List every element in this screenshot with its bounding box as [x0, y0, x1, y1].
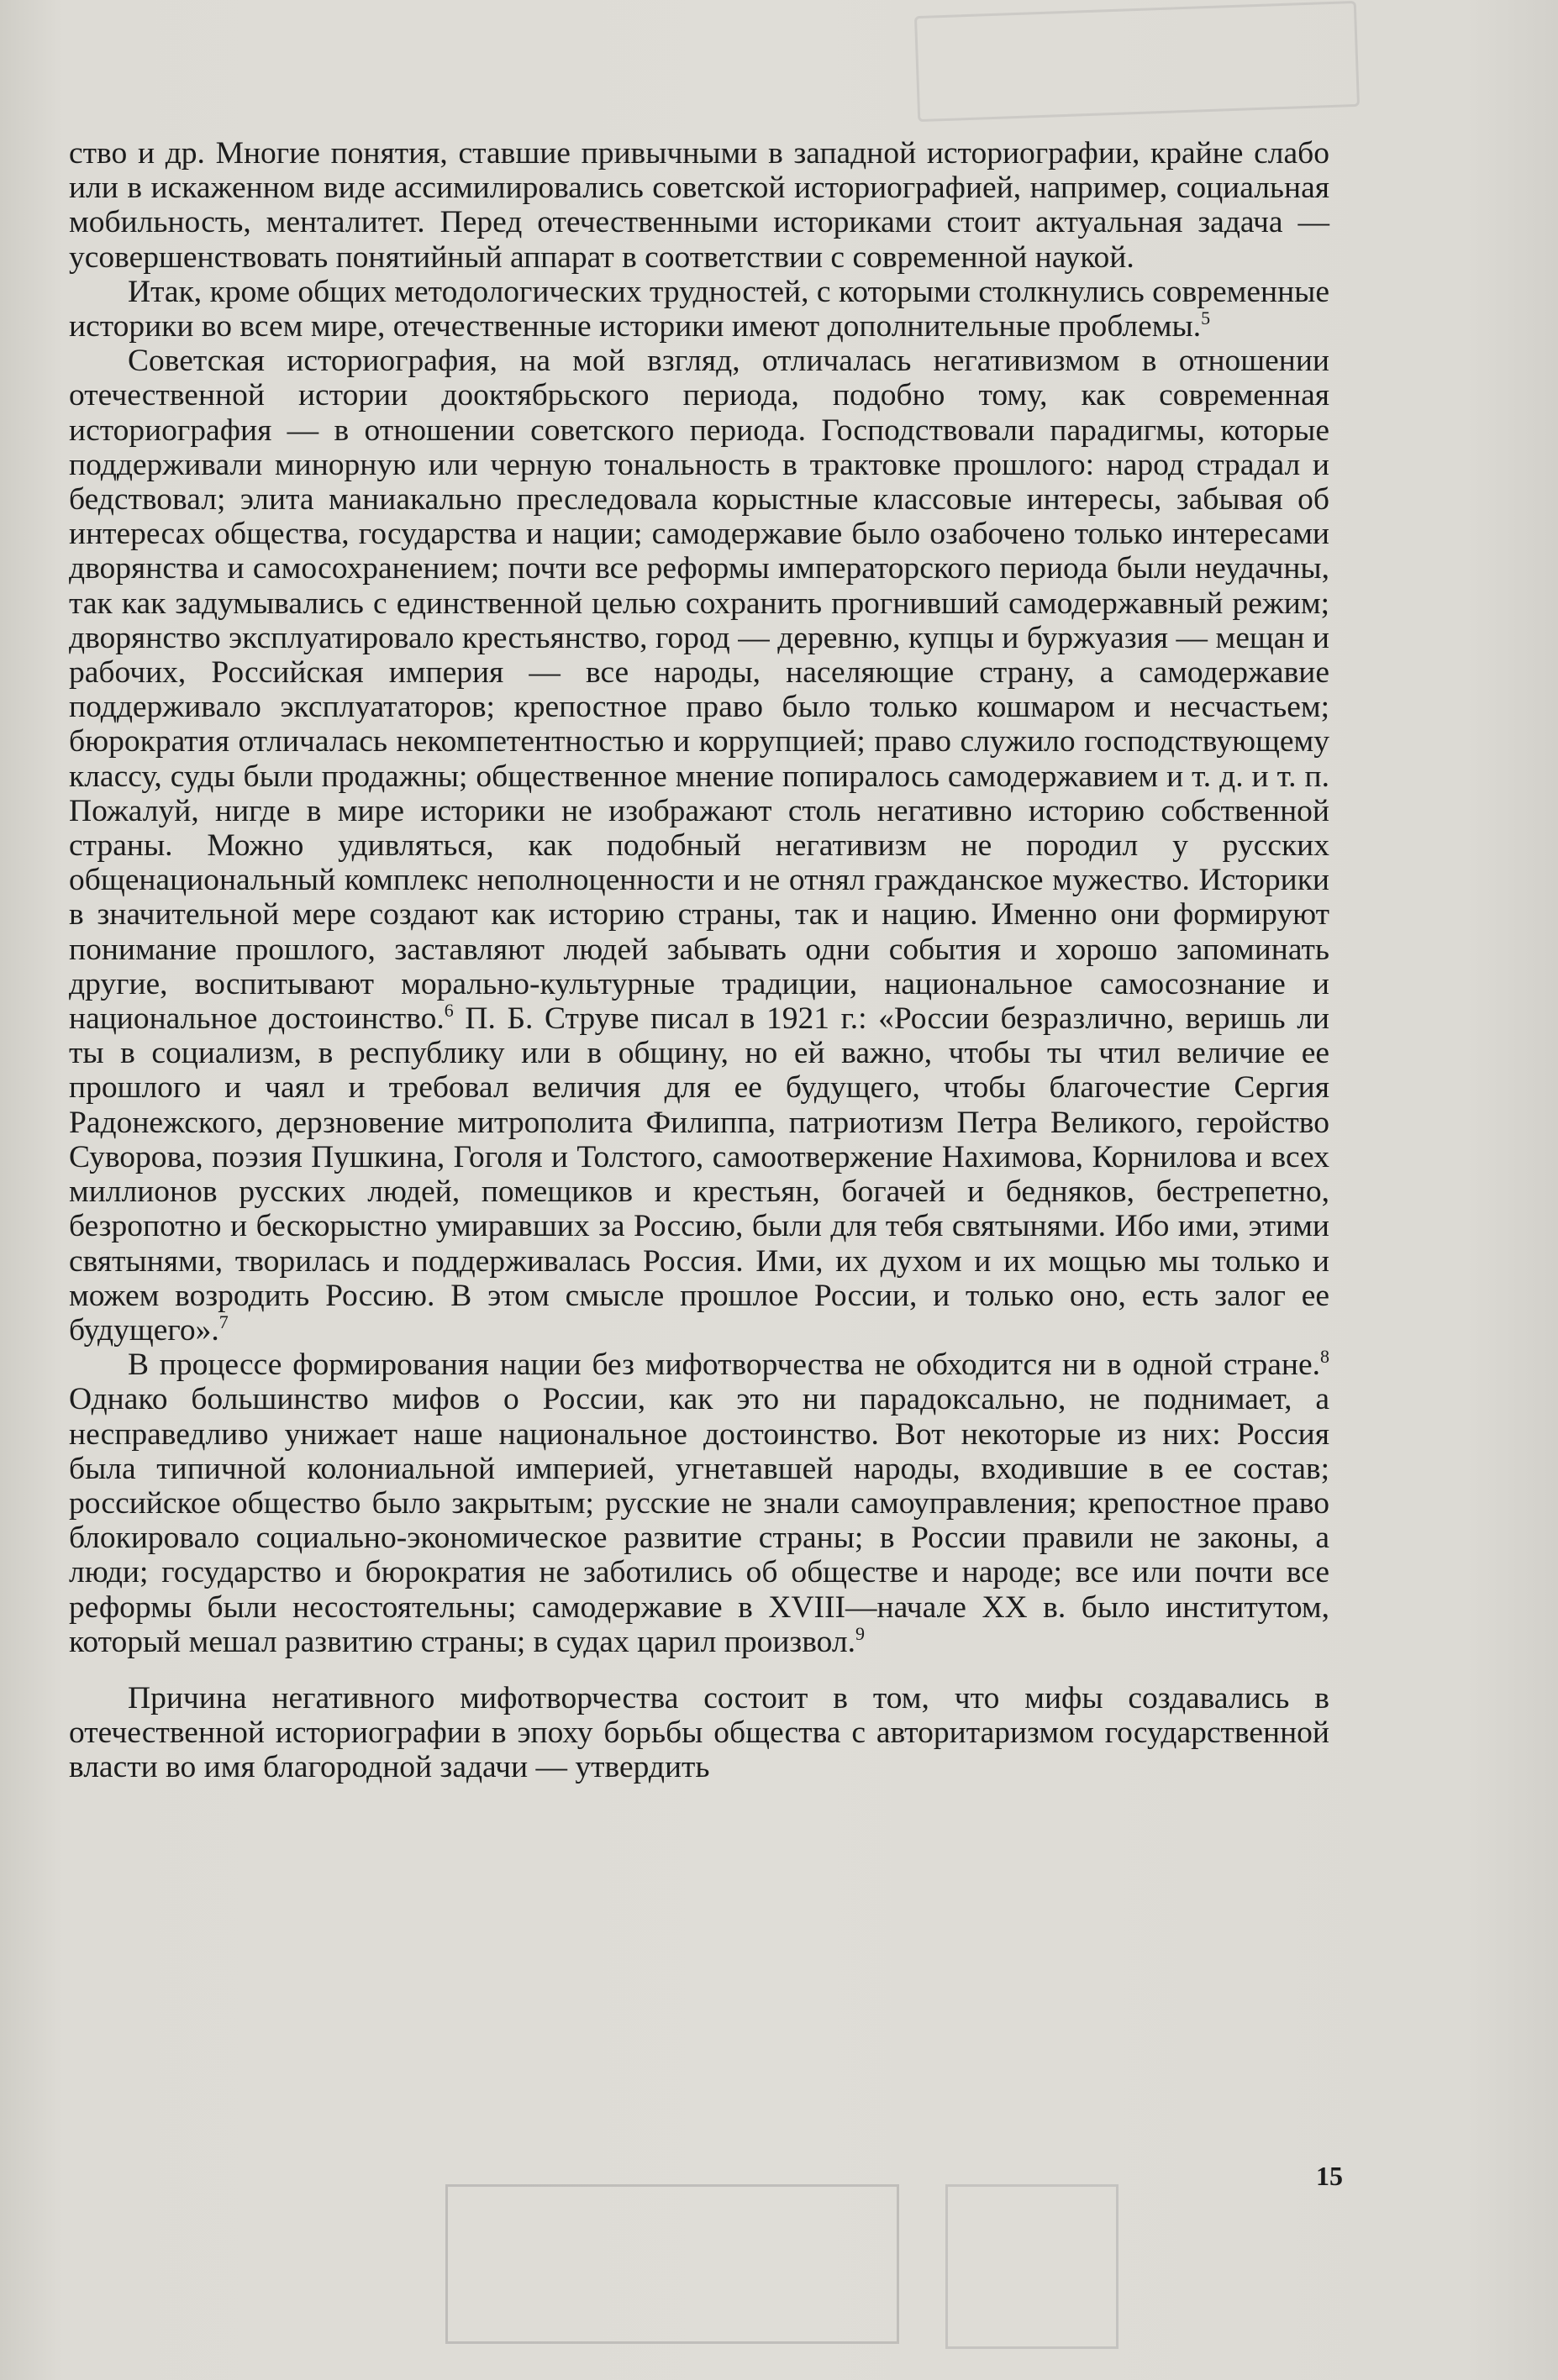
paragraph-2: Итак, кроме общих методологических трудностей, с которыми столкнулись современные историки во всем мире, отечественные историки имеют дополнительные проблемы.$^5$	[69, 274, 1329, 344]
library-stamp	[445, 2184, 899, 2344]
library-stamp-box	[945, 2184, 1118, 2349]
footnote-ref-9: 9	[855, 1622, 866, 1644]
paragraph-5: Причина негативного мифотворчества состоит в том, что мифы создавались в отечественной историографии в эпоху борьбы общества с авторитаризмом государственной власти во имя благородной задачи — утвердить	[69, 1680, 1329, 1785]
paragraph-1: ство и др. Многие понятия, ставшие привычными в западной историографии, крайне слабо или в искаженном виде ассимилировались советской историографией, например, социальная мобильность, менталитет. Перед отечественными историками стоит актуальная задача — усовершенствовать понятийный аппарат в соответствии с современной наукой.	[69, 136, 1329, 275]
paragraph-4: В процессе формирования нации без мифотворчества не обходится ни в одной стране.$^8$ Однако большинство мифов о России, как это ни парадоксально, не поднимает, а несправедливо унижает наше национальное достоинство. Вот некоторые из них: Россия была типичной колониальной империей, угнетавшей народы, входившие в ее состав; российское общество было закрытым; русские не знали самоуправления; крепостное право блокировало социально-экономическое развитие страны; в России правили не законы, а люди; государство и бюрократия не заботились об обществе и народе; все или почти все реформы были несостоятельны; самодержавие в XVIII—начале XX в. было институтом, который мешал развитию страны; в судах царил произвол.$^9$	[69, 1346, 1329, 1659]
footnote-ref-7: 7	[218, 1311, 229, 1332]
body-text	[69, 136, 1329, 1785]
footnote-ref-8: 8	[1320, 1346, 1329, 1368]
bleed-through-stamp	[914, 1, 1360, 122]
paragraph-3: Советская историография, на мой взгляд, отличалась негативизмом в отношении отечественной истории дооктябрьского периода, подобно тому, как современная историография — в отношении советского периода. Господствовали парадигмы, которые поддерживали минорную или черную тональность в трактовке прошлого: народ страдал и бедствовал; элита маниакально преследовала корыстные классовые интересы, забывая об интересах общества, государства и нации; самодержавие было озабочено только интересами дворянства и самосохранением; почти все реформы императорского периода были неудачны, так как задумывались с единственной целью сохранить прогнивший самодержавный режим; дворянство эксплуатировало крестьянство, город — деревню, купцы и буржуазия — мещан и рабочих, Российская империя — все народы, населяющие страну, а самодержавие поддерживало эксплуататоров; крепостное право было только кошмаром и несчастьем; бюрократия отличалась некомпетентностью и коррупцией; право служило господствующему классу, суды были продажны; общественное мнение попиралось самодержавием и т. д. и т. п. Пожалуй, нигде в мире историки не изображают столь негативно историю собственной страны. Можно удивляться, как подобный негативизм не породил у русских общенациональный комплекс неполноценности и не отнял гражданское мужество. Историки в значительной мере создают как историю страны, так и нацию. Именно они формируют понимание прошлого, заставляют людей забывать одни события и хорошо запоминать другие, воспитывают морально-культурные традиции, национальное самосознание и национальное достоинство.$^6$ П. Б. Струве писал в 1921 г.: «России безразлично, веришь ли ты в социализм, в республику или в общину, но ей важно, чтобы ты чтил величие ее прошлого и чаял и требовал величия для ее будущего, чтобы благочестие Сергия Радонежского, дерзновение митрополита Филиппа, патриотизм Петра Великого, геройство Суворова, поэзия Пушкина, Гоголя и Толстого, самоотвержение Нахимова, Корнилова и всех миллионов русских людей, помещиков и крестьян, богачей и бедняков, бестрепетно, безропотно и бескорыстно умиравших за Россию, были для тебя святынями. Ибо ими, этими святынями, творилась и поддерживалась Россия. Ими, их духом и их мощью мы только и можем возродить Россию. В этом смысле прошлое России, и только оно, есть залог ее будущего».$^7$	[69, 344, 1330, 1348]
page-number: 15	[1316, 2161, 1343, 2191]
footnote-ref-5: 5	[1201, 307, 1211, 329]
footnote-ref-6: 6	[444, 1000, 454, 1022]
